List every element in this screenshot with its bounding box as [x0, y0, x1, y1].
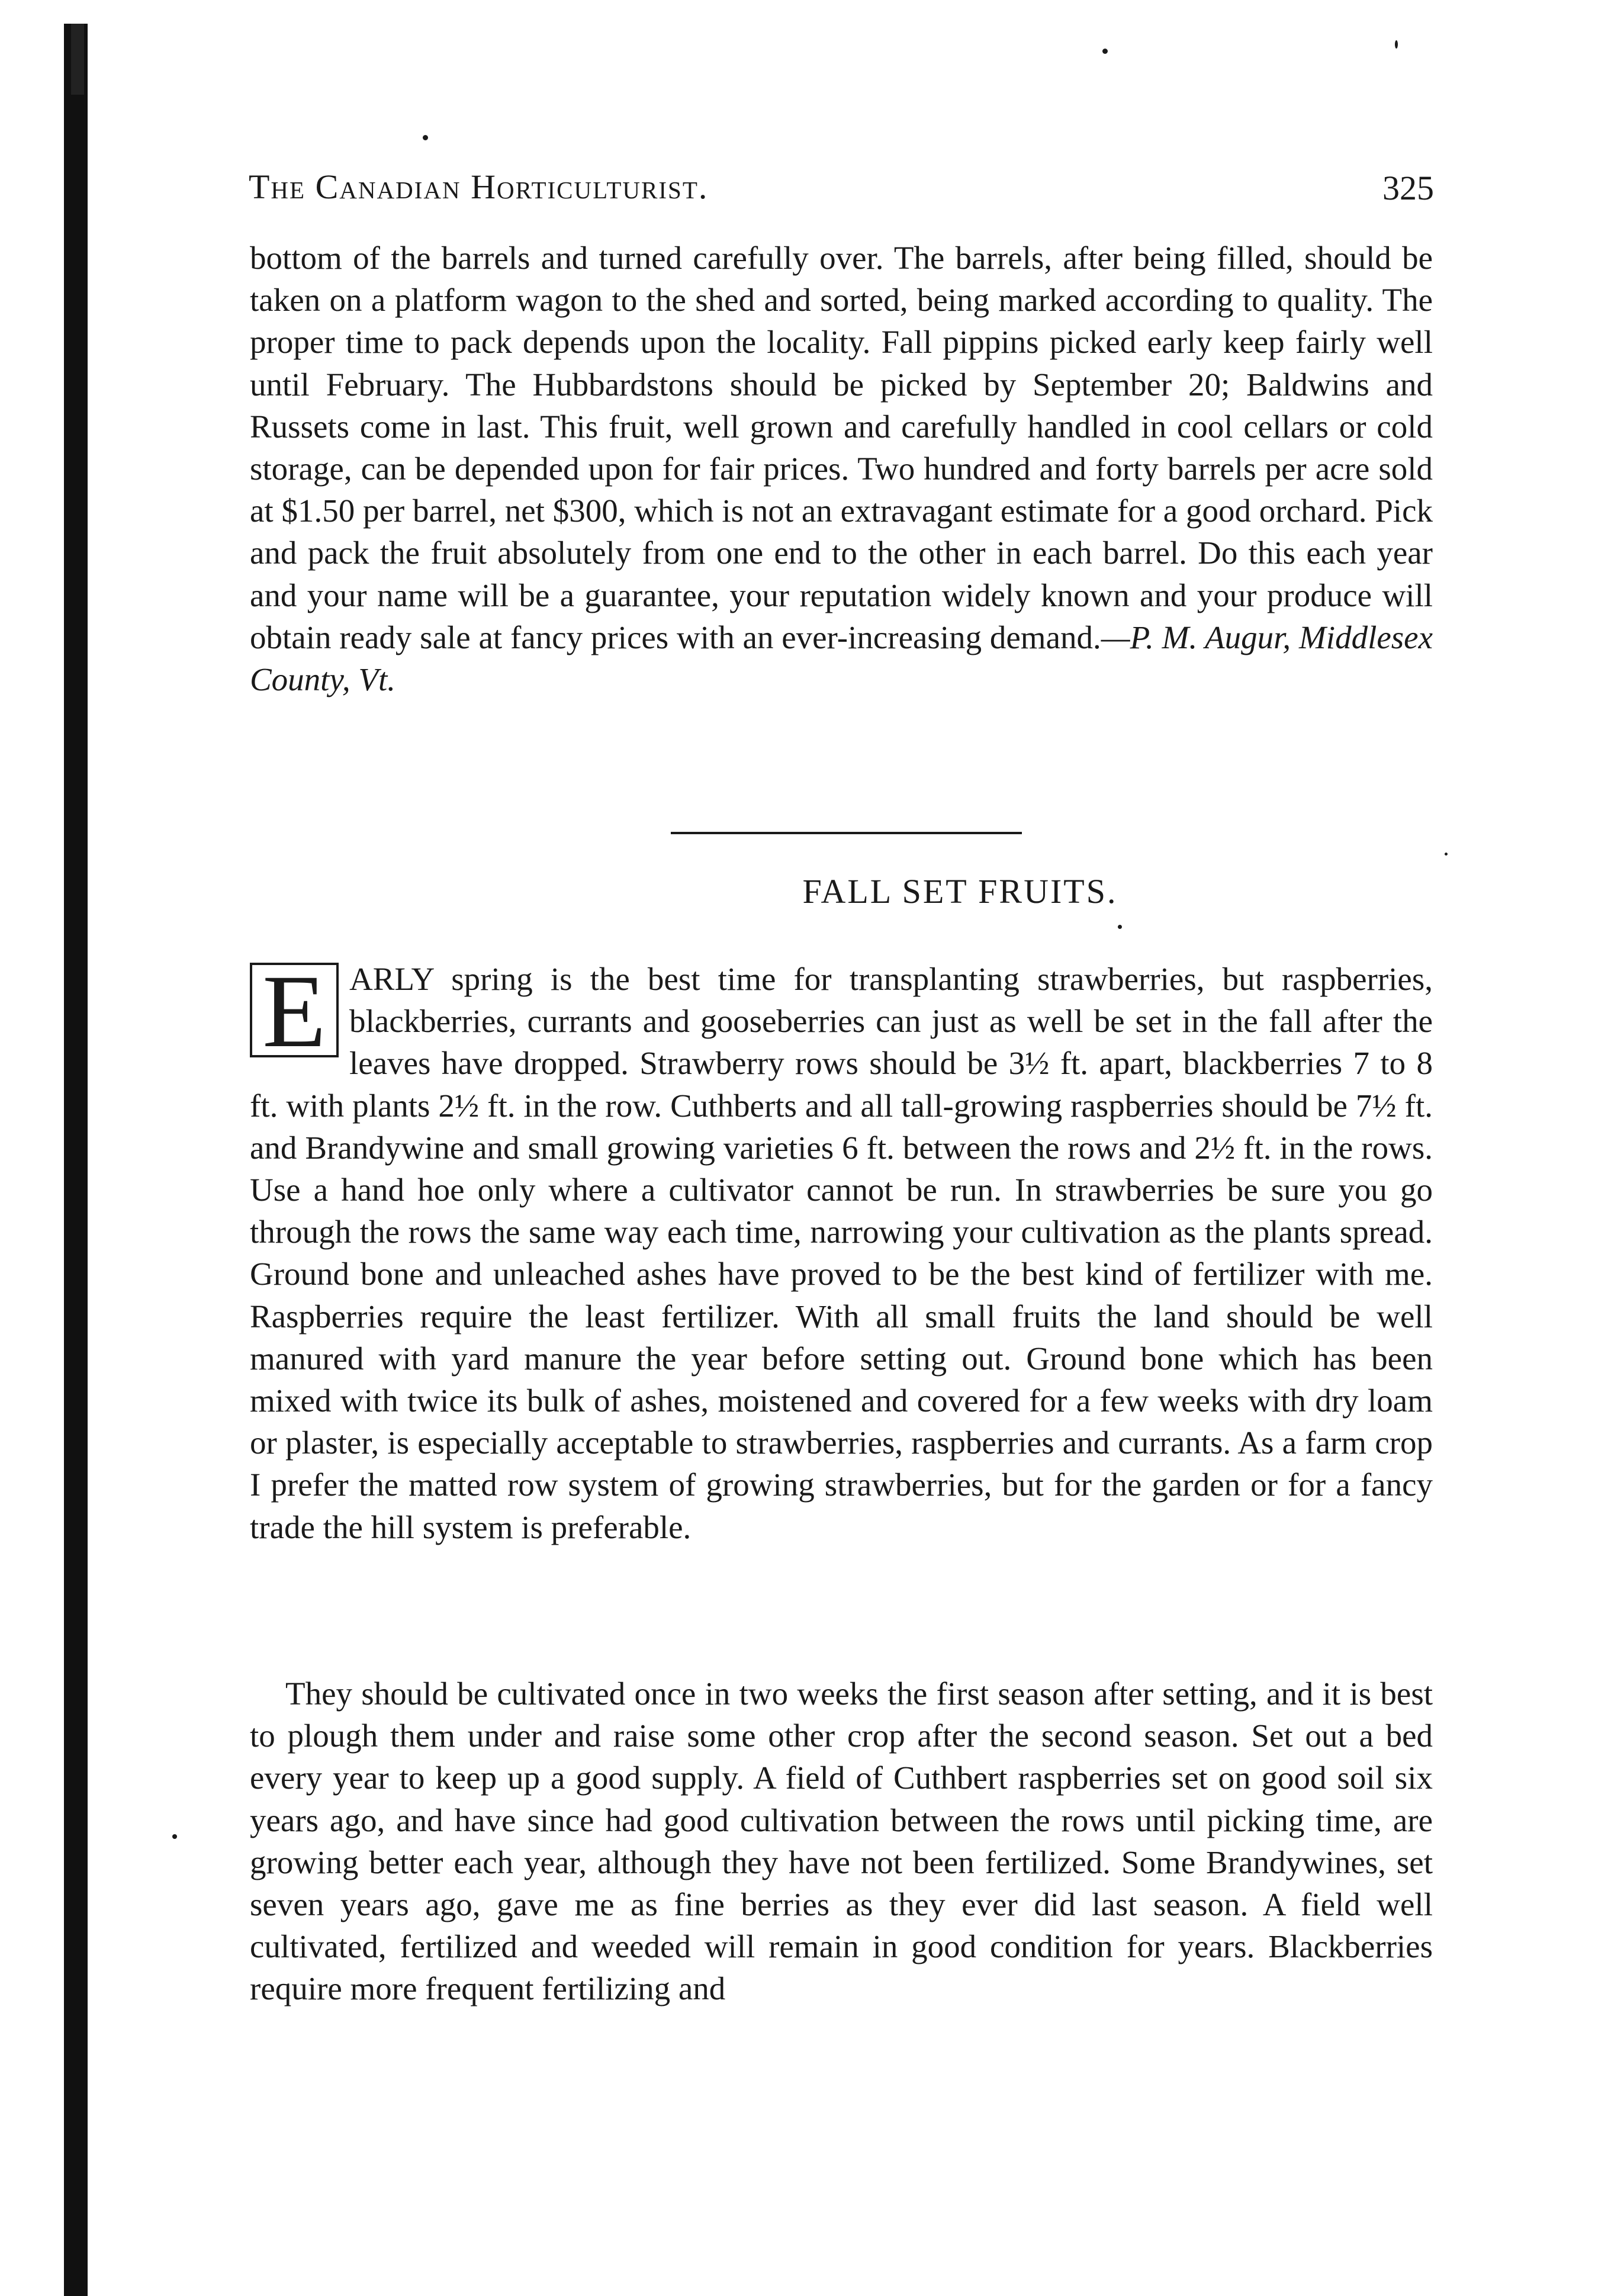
article-paragraph [250, 954, 1433, 1548]
scan-speck [172, 1834, 177, 1839]
scan-speck [423, 135, 428, 140]
scan-speck [1395, 40, 1398, 49]
page-number: 325 [1382, 169, 1434, 207]
running-title: The Canadian Horticulturist. [249, 168, 709, 206]
attribution: —P. M. Augur, Middlesex County, Vt. [250, 619, 1433, 698]
article-paragraph [250, 237, 1433, 700]
article-paragraph: They should be cultivated once in two weeks the first season after setting, and it is best to plough them under and raise some other crop after the second season. Set out a bed every year to keep up a good supply. A field of Cuthbert raspberries set on good soil six years ago, and have since had good cultivation between the rows until picking time, are growing better each year, although they have not been fertilized. Some Brandywines, set seven years ago, gave me as fine berries as they ever did last season. A field well cultivated, fertilized and weeded will remain in good condition for years. Blackberries require more frequent fertilizing and [250, 1676, 1433, 2007]
drop-cap: E [250, 963, 339, 1057]
scan-speck [1118, 925, 1122, 929]
binding-edge [64, 24, 88, 2296]
paragraph-text: ARLY spring is the best time for transplanting strawberries, but raspberries, blackberries, currants and gooseberries can just as well be set in the fall after the leaves have dropped. Strawberry rows should be 3½ ft. apart, blackberries 7 to 8 ft. with plants 2½ ft. in the row. Cuthberts and all tall-growing raspberries should be 7½ ft. and Brandywine and small growing varieties 6 ft. between the rows and 2½ ft. in the rows. Use a hand hoe only where a cultivator cannot be run. In strawberries be sure you go through the rows the same way each time, narrowing your cultivation as the plants spread. Ground bone and unleached ashes have proved to be the best kind of fertilizer with me. Raspberries require the least fertilizer. With all small fruits the land should be well manured with yard manure the year before setting out. Ground bone which has been mixed with twice its bulk of ashes, moistened and covered for a few weeks with dry loam or plaster, is especially acceptable to strawberries, raspberries and currants. As a farm crop I prefer the matted row system of growing strawberries, but for the garden or for a fancy trade the hill system is preferable. [250, 961, 1433, 1545]
paragraph-text: bottom of the barrels and turned carefully over. The barrels, after being filled, should be taken on a platform wagon to the shed and sorted, being marked according to quality. The proper time to pack depends upon the locality. Fall pippins picked early keep fairly well until February. The Hubbardstons should be picked by September 20; Baldwins and Russets come in last. This fruit, well grown and carefully handled in cool cellars or cold storage, can be depended upon for fair prices. Two hundred and forty barrels per acre sold at $1.50 per barrel, net $300, which is not an extravagant estimate for a good orchard. Pick and pack the fruit absolutely from one end to the other in each barrel. Do this each year and your name will be a guarantee, your reputation widely known and your produce will obtain ready sale at fancy prices with an ever-increasing demand. [250, 240, 1433, 655]
binding-edge-top [71, 24, 84, 95]
section-divider [671, 832, 1022, 834]
scan-speck [1102, 49, 1108, 54]
section-title: FALL SET FRUITS. [802, 872, 1118, 911]
scan-speck [1445, 853, 1448, 856]
